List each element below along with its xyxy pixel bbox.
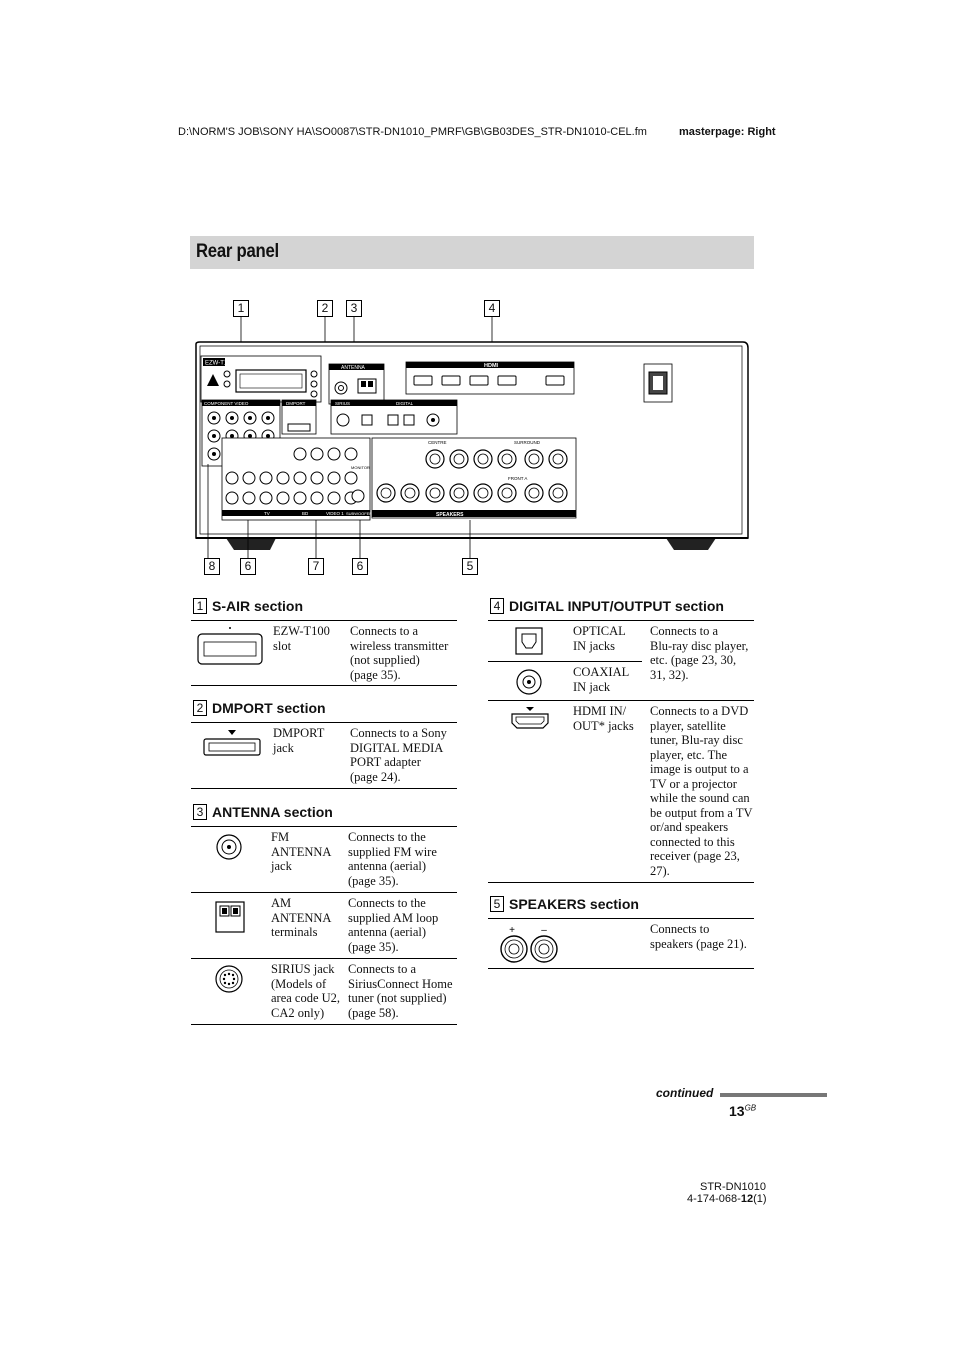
divider <box>488 620 754 621</box>
section-number: 5 <box>490 896 504 912</box>
am-antenna-desc: Connects to the supplied AM loop antenna (aerial) (page 35). <box>348 896 439 954</box>
divider <box>488 661 642 662</box>
divider <box>191 1024 457 1025</box>
dmport-section-heading <box>193 700 326 716</box>
front-a-label: FRONT A <box>508 476 528 481</box>
coaxial-jack-name: COAXIAL IN jack <box>573 665 630 694</box>
s-air-slot-icon <box>196 626 264 666</box>
callout-3: 3 <box>346 300 362 317</box>
hdmi-jack-desc: Connects to a DVD player, satellite tuner, Blu-ray disc player, etc. The image is output to a TV or a projector while the sound can be output from a TV or/and speakers connected to this receiver (page 23, 27). <box>650 704 753 878</box>
rear-panel-diagram <box>186 314 756 568</box>
speaker-terminals-icon <box>498 924 562 966</box>
section-title: S-AIR section <box>212 598 304 614</box>
optical-jack-name: OPTICAL IN jacks <box>573 624 626 653</box>
tv-label: TV <box>264 511 270 516</box>
speakers-label: SPEAKERS <box>436 512 464 518</box>
section-number: 4 <box>490 598 504 614</box>
hdmi-jack-name: HDMI IN/ OUT* jacks <box>573 704 634 733</box>
page-number-value: 13 <box>729 1103 745 1119</box>
fm-antenna-jack-icon <box>214 832 244 862</box>
minus-label: – <box>541 925 547 936</box>
callout-6a: 6 <box>240 558 256 575</box>
code-bold: 12 <box>740 1193 754 1205</box>
plus-label: + <box>509 925 515 936</box>
callout-2: 2 <box>317 300 333 317</box>
digital-section-heading <box>490 598 724 614</box>
section-title: DMPORT section <box>212 700 326 716</box>
dmport-jack-icon <box>200 728 264 758</box>
dmport-jack-desc: Connects to a Sony DIGITAL MEDIA PORT adapter (page 24). <box>350 726 447 784</box>
sirius-jack-name: SIRIUS jack (Models of area code U2, CA2 only) <box>271 962 341 1020</box>
callout-8: 8 <box>204 558 220 575</box>
hdmi-jack-icon <box>510 706 550 730</box>
dmport-label: DMPORT <box>286 401 306 406</box>
callout-4: 4 <box>484 300 500 317</box>
s-air-slot-desc: Connects to a wireless transmitter (not supplied) (page 35). <box>350 624 449 682</box>
monitor-label: MONITOR <box>351 465 370 470</box>
document-code <box>687 1193 767 1205</box>
centre-label: CENTRE <box>428 440 447 445</box>
s-air-slot-name: EZW-T100 slot <box>273 624 330 653</box>
section-title-bar <box>190 236 754 269</box>
section-number: 1 <box>193 598 207 614</box>
s-air-section-heading <box>193 598 303 614</box>
divider <box>488 700 754 701</box>
section-title: ANTENNA section <box>212 804 333 820</box>
code-prefix: 4-174-068- <box>687 1193 741 1205</box>
am-antenna-terminals-icon <box>214 900 246 934</box>
divider <box>191 620 457 621</box>
page-suffix: GB <box>744 1103 757 1113</box>
continued-label: continued <box>656 1086 714 1100</box>
digital-label: DIGITAL <box>396 401 414 406</box>
am-antenna-name: AM ANTENNA terminals <box>271 896 332 939</box>
callout-5: 5 <box>462 558 478 575</box>
bd-label: BD <box>302 511 309 516</box>
component-video-label: COMPONENT VIDEO <box>204 401 249 406</box>
divider <box>488 882 754 883</box>
fm-antenna-name: FM ANTENNA jack <box>271 830 332 873</box>
coaxial-jack-icon <box>514 667 544 697</box>
hdmi-label: HDMI <box>484 363 499 369</box>
divider <box>191 722 457 723</box>
divider <box>191 892 457 893</box>
sirius-label: SIRIUS <box>335 401 351 406</box>
divider <box>488 918 754 919</box>
divider <box>488 968 754 969</box>
callout-6b: 6 <box>352 558 368 575</box>
section-title: SPEAKERS section <box>509 896 639 912</box>
sirius-jack-desc: Connects to a SiriusConnect Home tuner (not supplied) (page 58). <box>348 962 453 1020</box>
page-title: Rear panel <box>196 241 279 262</box>
fm-antenna-desc: Connects to the supplied FM wire antenna (aerial) (page 35). <box>348 830 437 888</box>
ezw-label: EZW-T100 <box>205 360 234 367</box>
surround-label: SURROUND <box>514 440 541 445</box>
speaker-terminals-desc: Connects to speakers (page 21). <box>650 922 747 951</box>
section-number: 3 <box>193 804 207 820</box>
divider <box>191 826 457 827</box>
callout-7: 7 <box>308 558 324 575</box>
callout-1: 1 <box>233 300 249 317</box>
optical-jack-icon <box>514 626 544 656</box>
speakers-section-heading <box>490 896 639 912</box>
sirius-jack-icon <box>214 964 244 994</box>
page-number <box>729 1103 756 1119</box>
masterpage-label: masterpage: Right <box>679 126 776 138</box>
file-path-header: D:\NORM'S JOB\SONY HA\SO0087\STR-DN1010_PMRF\GB\GB03DES_STR-DN1010-CEL.fm <box>178 126 647 138</box>
digital-shared-desc: Connects to a Blu-ray disc player, etc. (page 23, 30, 31, 32). <box>650 624 749 682</box>
antenna-label: ANTENNA <box>341 365 365 371</box>
divider <box>191 788 457 789</box>
divider <box>191 685 457 686</box>
code-suffix: (1) <box>753 1193 767 1205</box>
section-title: DIGITAL INPUT/OUTPUT section <box>509 598 724 614</box>
section-number: 2 <box>193 700 207 716</box>
dmport-jack-name: DMPORT jack <box>273 726 325 755</box>
model-number: STR-DN1010 <box>700 1181 767 1193</box>
subwoofer-label: SUBWOOFER <box>346 511 373 516</box>
continued-bar <box>720 1093 827 1097</box>
divider <box>191 958 457 959</box>
video1-label: VIDEO 1 <box>326 511 344 516</box>
antenna-section-heading <box>193 804 333 820</box>
